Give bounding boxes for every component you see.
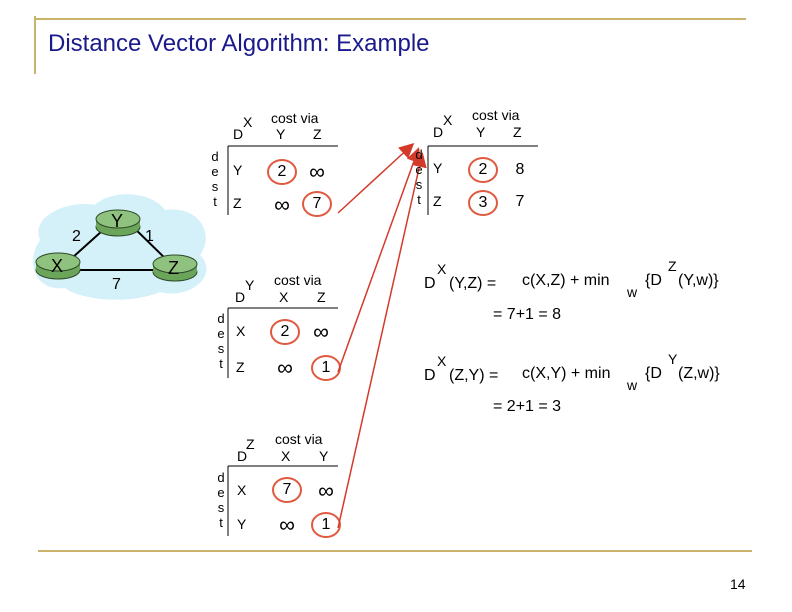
equation-1-brace: {D xyxy=(645,272,662,289)
link-y-z-cost: 1 xyxy=(145,228,154,245)
equation-2-sub: w xyxy=(627,377,638,393)
table-y-dest-d: d xyxy=(217,311,225,326)
table-z-sup: Z xyxy=(246,436,255,452)
table-z-col-2: Y xyxy=(319,448,329,464)
table-z-dest-s: s xyxy=(217,500,225,515)
page-number: 14 xyxy=(730,576,746,592)
table-x-initial-d: D xyxy=(233,126,244,142)
table-x-updated-d: D xyxy=(433,124,444,140)
equation-1-args: (Y,Z) = xyxy=(449,275,497,292)
table-z-dest-t: t xyxy=(219,515,223,530)
arrow-z-to-updated xyxy=(338,155,422,528)
table-y-sup: Y xyxy=(245,277,255,293)
table-x-updated-dest-e: e xyxy=(415,162,423,177)
table-z-dest-e: e xyxy=(217,485,225,500)
table-x-initial-dest-e: e xyxy=(211,164,219,179)
table-x-updated-dest-d: d xyxy=(415,147,423,162)
equation-2-brace: {D xyxy=(645,365,662,382)
table-y-cell-xz: ∞ xyxy=(313,319,329,344)
node-z-label: Z xyxy=(168,258,179,278)
table-y-row-1-label: X xyxy=(236,323,246,339)
table-x-initial-cell-yy: 2 xyxy=(277,163,287,180)
table-z-row-2-label: Y xyxy=(237,516,247,532)
table-y-col-2: Z xyxy=(317,289,326,305)
slide-title: Distance Vector Algorithm: Example xyxy=(48,30,430,57)
table-z-cell-yy: 1 xyxy=(321,516,331,533)
table-x-initial-col-1: Y xyxy=(276,126,286,142)
equation-2-d: D xyxy=(424,367,436,384)
table-x-updated-sup: X xyxy=(443,112,453,128)
table-x-updated-via-label: cost via xyxy=(472,107,520,123)
table-y-cell-zx: ∞ xyxy=(277,355,293,380)
equation-1-result: = 7+1 = 8 xyxy=(493,306,562,323)
table-x-updated-col-1: Y xyxy=(476,124,486,140)
equation-1-sup: X xyxy=(437,261,447,277)
equation-1-rhs: c(X,Z) + min xyxy=(522,272,610,289)
table-z-cell-xx: 7 xyxy=(282,481,292,498)
table-x-initial-row-1-label: Y xyxy=(233,162,243,178)
table-x-initial-sup: X xyxy=(243,114,253,130)
equation-2-sup: X xyxy=(437,353,447,369)
table-x-initial-col-2: Z xyxy=(313,126,322,142)
table-z-cell-yx: ∞ xyxy=(279,512,295,537)
equation-2-tail: (Z,w)} xyxy=(678,365,720,382)
table-y-cell-xx: 2 xyxy=(280,323,290,340)
table-x-updated-dest-t: t xyxy=(417,192,421,207)
table-x-updated-row-2-label: Z xyxy=(433,193,442,209)
equation-2-args: (Z,Y) = xyxy=(449,367,499,384)
table-z-col-1: X xyxy=(281,448,291,464)
table-x-initial-cell-zy: ∞ xyxy=(274,192,290,217)
table-z-dest-d: d xyxy=(217,470,225,485)
table-x-initial-dest-d: d xyxy=(211,149,219,164)
table-z-cell-xy: ∞ xyxy=(318,478,334,503)
equation-2-sup2: Y xyxy=(668,351,678,367)
link-x-y-cost: 2 xyxy=(72,228,81,245)
table-x-initial-cell-zz: 7 xyxy=(312,195,322,212)
table-y-d: D xyxy=(235,289,246,305)
arrow-y-to-updated xyxy=(338,150,418,372)
equation-1-d: D xyxy=(424,275,436,292)
table-x-updated-cell-zz: 7 xyxy=(515,193,525,210)
table-y-cell-zz: 1 xyxy=(321,359,331,376)
table-x-updated-cell-yz: 8 xyxy=(515,161,525,178)
equation-2-rhs: c(X,Y) + min xyxy=(522,365,611,382)
table-y-dest-s: s xyxy=(217,341,225,356)
table-z-via-label: cost via xyxy=(275,431,323,447)
equation-1-tail: (Y,w)} xyxy=(678,272,719,289)
table-y-via-label: cost via xyxy=(274,272,322,288)
table-x-initial-dest-s: s xyxy=(211,179,219,194)
table-z-row-1-label: X xyxy=(237,482,247,498)
table-x-updated-cell-zy: 3 xyxy=(478,194,488,211)
equation-1-sup2: Z xyxy=(668,258,677,274)
table-x-initial-row-2-label: Z xyxy=(233,195,242,211)
table-x-initial-via-label: cost via xyxy=(271,110,319,126)
table-z-d: D xyxy=(237,448,248,464)
equation-1-sub: w xyxy=(627,284,638,300)
node-y-label: Y xyxy=(111,211,124,231)
table-x-updated-cell-yy: 2 xyxy=(478,161,488,178)
table-y-col-1: X xyxy=(279,289,289,305)
table-y-dest-t: t xyxy=(219,356,223,371)
table-x-initial-dest-t: t xyxy=(213,194,217,209)
table-y-row-2-label: Z xyxy=(236,359,245,375)
table-x-updated-col-2: Z xyxy=(513,124,522,140)
link-x-z-cost: 7 xyxy=(112,276,121,293)
arrow-initial-to-updated xyxy=(338,145,412,213)
table-x-updated-row-1-label: Y xyxy=(433,160,443,176)
table-y-dest-e: e xyxy=(217,326,225,341)
table-x-updated-dest-s: s xyxy=(415,177,423,192)
equation-2-result: = 2+1 = 3 xyxy=(493,398,562,415)
node-x-label: X xyxy=(51,256,64,276)
table-x-initial-cell-yz: ∞ xyxy=(309,159,325,184)
